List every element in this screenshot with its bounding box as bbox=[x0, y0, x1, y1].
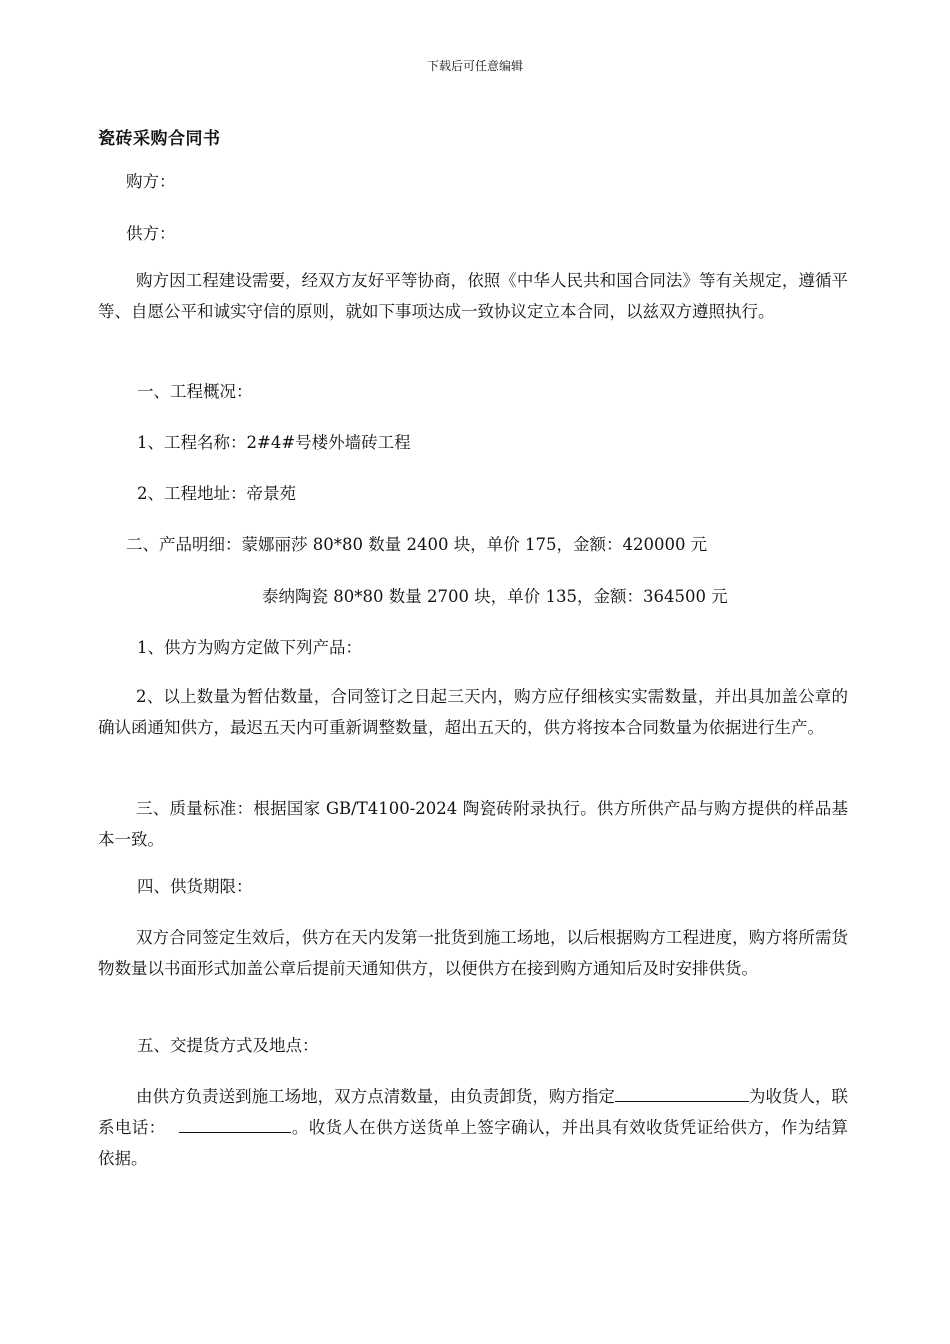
document-title: 瓷砖采购合同书 bbox=[98, 129, 221, 149]
section-delivery-method: 五、交提货方式及地点： bbox=[137, 1036, 319, 1055]
receiver-phone-blank bbox=[179, 1115, 291, 1133]
quality-standard: 三、质量标准：根据国家 GB/T4100-2024 陶瓷砖附录执行。供方所供产品与购方提供的样品基本一致。 bbox=[98, 799, 848, 849]
intro-paragraph: 购方因工程建设需要，经双方友好平等协商，依照《中华人民共和国合同法》等有关规定，遵循平等、自愿公平和诚实守信的原则，就如下事项达成一致协议定立本合同，以兹双方遵照执行。 bbox=[98, 271, 848, 321]
receiver-name-blank bbox=[615, 1084, 749, 1102]
product-item-1: 1、供方为购方定做下列产品： bbox=[137, 638, 362, 657]
pickup-text-3: 。收货人在供方送货单上签字确认，并出具有效收货凭证给供方，作为结算依据。 bbox=[98, 1118, 849, 1168]
project-address: 2、工程地址：帝景苑 bbox=[137, 484, 296, 503]
page-header: 下载后可任意编辑 bbox=[426, 59, 523, 73]
pickup-text-2: 为收货人，联系电话： bbox=[98, 1087, 849, 1137]
pickup-text-1: 由供方负责送到施工场地，双方点清数量，由负责卸货，购方指定 bbox=[136, 1087, 615, 1106]
product-item-2: 2、以上数量为暂估数量，合同签订之日起三天内，购方应仔细核实实需数量，并出具加盖公章的确认函通知供方，最迟五天内可重新调整数量，超出五天的，供方将按本合同数量为依据进行生产。 bbox=[98, 687, 848, 737]
pickup-paragraph bbox=[98, 1081, 848, 1174]
delivery-paragraph: 双方合同签定生效后，供方在天内发第一批货到施工场地，以后根据购方工程进度，购方将所需货物数量以书面形式加盖公章后提前天通知供方，以便供方在接到购方通知后及时安排供货。 bbox=[98, 928, 848, 978]
section-delivery-period: 四、供货期限： bbox=[137, 877, 253, 896]
project-name: 1、工程名称：2#4#号楼外墙砖工程 bbox=[137, 433, 411, 452]
product-detail-line-2: 泰纳陶瓷 80*80 数量 2700 块，单价 135，金额：364500 元 bbox=[262, 587, 728, 606]
supplier-label: 供方： bbox=[126, 224, 176, 243]
product-detail-line-1: 二、产品明细：蒙娜丽莎 80*80 数量 2400 块，单价 175，金额：420000 元 bbox=[126, 535, 708, 554]
section-project-overview: 一、工程概况： bbox=[137, 382, 253, 401]
buyer-label: 购方： bbox=[126, 172, 176, 191]
